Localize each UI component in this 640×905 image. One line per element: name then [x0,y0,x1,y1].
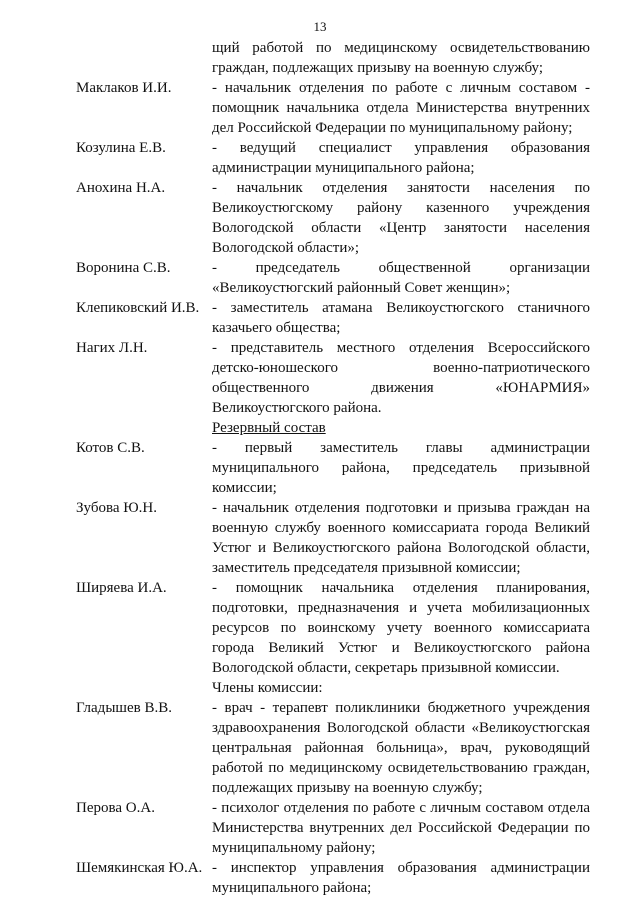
main-members-list [0,78,640,418]
reserve-members-list [0,698,640,898]
member-name: Ширяева И.А. [76,580,167,596]
member-entry [0,338,640,418]
member-role: - психолог отделения по работе с личным составом отдела Министерства внутренних дел Российской Федерации по муниципальному району; [212,800,590,856]
continuation-text: щий работой по медицинскому освидетельствованию граждан, подлежащих призыву на военную службу; [212,40,590,76]
member-entry [0,698,640,798]
member-role: - начальник отделения подготовки и призыва граждан на военную службу военного комиссариата города Великий Устюг и Великоустюгского района Вологодской области, заместитель председателя призывной комиссии; [212,500,590,576]
member-role: - помощник начальника отделения планирования, подготовки, предназначения и учета мобилизационных ресурсов по воинскому учету военного комиссариата города Великий Устюг и Великоустюгского района Вологодской области, секретарь призывной комиссии. [212,580,590,676]
member-role: - заместитель атамана Великоустюгского станичного казачьего общества; [212,300,590,336]
member-entry [0,138,640,178]
member-name: Клепиковский И.В. [76,300,200,316]
page-number: 13 [313,19,327,34]
member-name: Гладышев В.В. [76,700,172,716]
member-role: - первый заместитель главы администрации муниципального района, председатель призывной комиссии; [212,440,590,496]
continuation-entry [0,38,640,78]
member-role: - представитель местного отделения Всероссийского детско-юношеского военно-патриотического общественного движения «ЮНАРМИЯ» Великоустюгского района. [212,340,590,416]
reserve-heading: Резервный состав [212,420,326,436]
member-role: - начальник отделения занятости населения по Великоустюгскому району казенного учреждения Вологодской области «Центр занятости населения Вологодской области»; [212,180,590,256]
member-name: Зубова Ю.Н. [76,500,157,516]
member-name: Маклаков И.И. [76,80,172,96]
member-name: Козулина Е.В. [76,140,166,156]
member-entry [0,298,640,338]
member-role: - начальник отделения по работе с личным составом - помощник начальника отдела Министерства внутренних дел Российской Федерации по муниципальному району; [212,80,590,136]
member-entry [0,178,640,258]
member-name: Котов С.В. [76,440,145,456]
members-heading: Члены комиссии: [212,680,323,696]
member-entry [0,258,640,298]
member-role: - ведущий специалист управления образования администрации муниципального района; [212,140,590,176]
member-entry [0,858,640,898]
member-name: Перова О.А. [76,800,155,816]
reserve-leaders-list [0,438,640,678]
member-role: - врач - терапевт поликлиники бюджетного учреждения здравоохранения Вологодской области «Великоустюгская центральная районная больница», врач, руководящий работой по медицинскому освидетельствованию граждан, подлежащих призыву на военную службу; [212,700,590,796]
document-body [0,38,640,898]
member-entry [0,498,640,578]
member-entry [0,438,640,498]
member-entry [0,78,640,138]
member-entry [0,578,640,678]
member-name: Нагих Л.Н. [76,340,148,356]
member-role: - председатель общественной организации «Великоустюгский районный Совет женщин»; [212,260,590,296]
member-name: Шемякинская Ю.А. [76,860,203,876]
member-name: Анохина Н.А. [76,180,166,196]
member-name: Воронина С.В. [76,260,171,276]
member-role: - инспектор управления образования администрации муниципального района; [212,860,590,896]
member-entry [0,798,640,858]
